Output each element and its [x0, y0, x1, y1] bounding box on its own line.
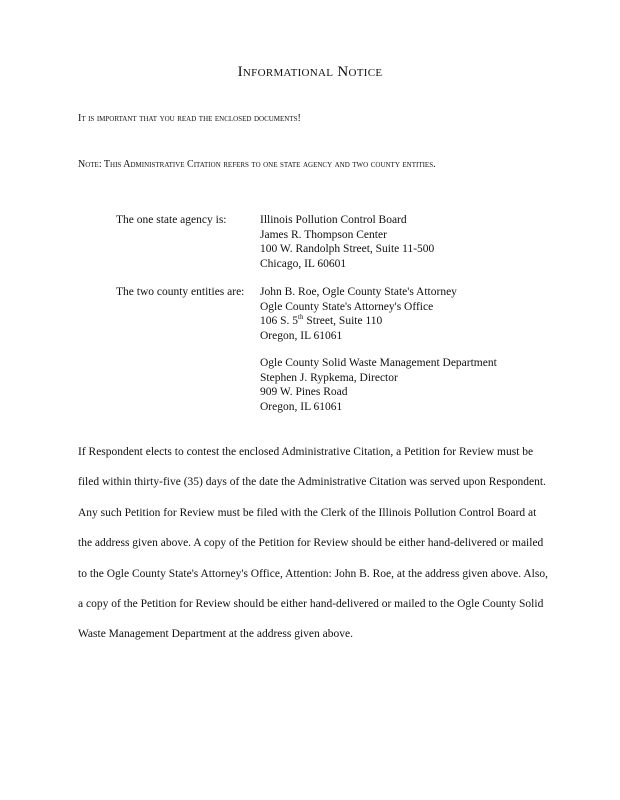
county-entities-label: The two county entities are:	[116, 286, 245, 298]
address-line: 909 W. Pines Road	[260, 386, 348, 398]
document-title: Informational Notice	[237, 64, 383, 80]
address-line: James R. Thompson Center	[260, 228, 387, 241]
citation-note: Note: This Administrative Citation refers to one state agency and two county entities.	[78, 159, 436, 170]
county-entity-2-address	[260, 356, 560, 414]
address-line: Illinois Pollution Control Board	[260, 214, 407, 226]
address-line: Ogle County State's Attorney's Office	[260, 300, 434, 313]
address-line: Stephen J. Rypkema, Director	[260, 371, 398, 384]
address-line: Oregon, IL 61061	[260, 329, 343, 342]
county-entity-1-address	[260, 285, 560, 343]
important-notice: It is important that you read the enclosed documents!	[78, 113, 301, 124]
address-line: 106 S. 5th Street, Suite 110	[260, 313, 383, 327]
address-line: Chicago, IL 60601	[260, 257, 347, 270]
address-line: Oregon, IL 61061	[260, 400, 343, 413]
petition-instructions-paragraph: If Respondent elects to contest the enclosed Administrative Citation, a Petition for Review must be filed within thirty-five (35) days of the date the Administrative Citation was served upon Respondent. Any such Petition for Review must be filed with the Clerk of the Illinois Pollution Control Board at the address given above. A copy of the Petition for Review should be either hand-delivered or mailed to the Ogle County State's Attorney's Office, Attention: John B. Roe, at the address given above. Also, a copy of the Petition for Review should be either hand-delivered or mailed to the Ogle County Solid Waste Management Department at the address given above.	[78, 446, 548, 641]
address-line: Ogle County Solid Waste Management Department	[260, 357, 497, 369]
state-agency-address	[260, 213, 560, 271]
state-agency-label: The one state agency is:	[116, 214, 227, 226]
address-line: 100 W. Randolph Street, Suite 11-500	[260, 243, 435, 255]
address-line: John B. Roe, Ogle County State's Attorney	[260, 286, 457, 298]
